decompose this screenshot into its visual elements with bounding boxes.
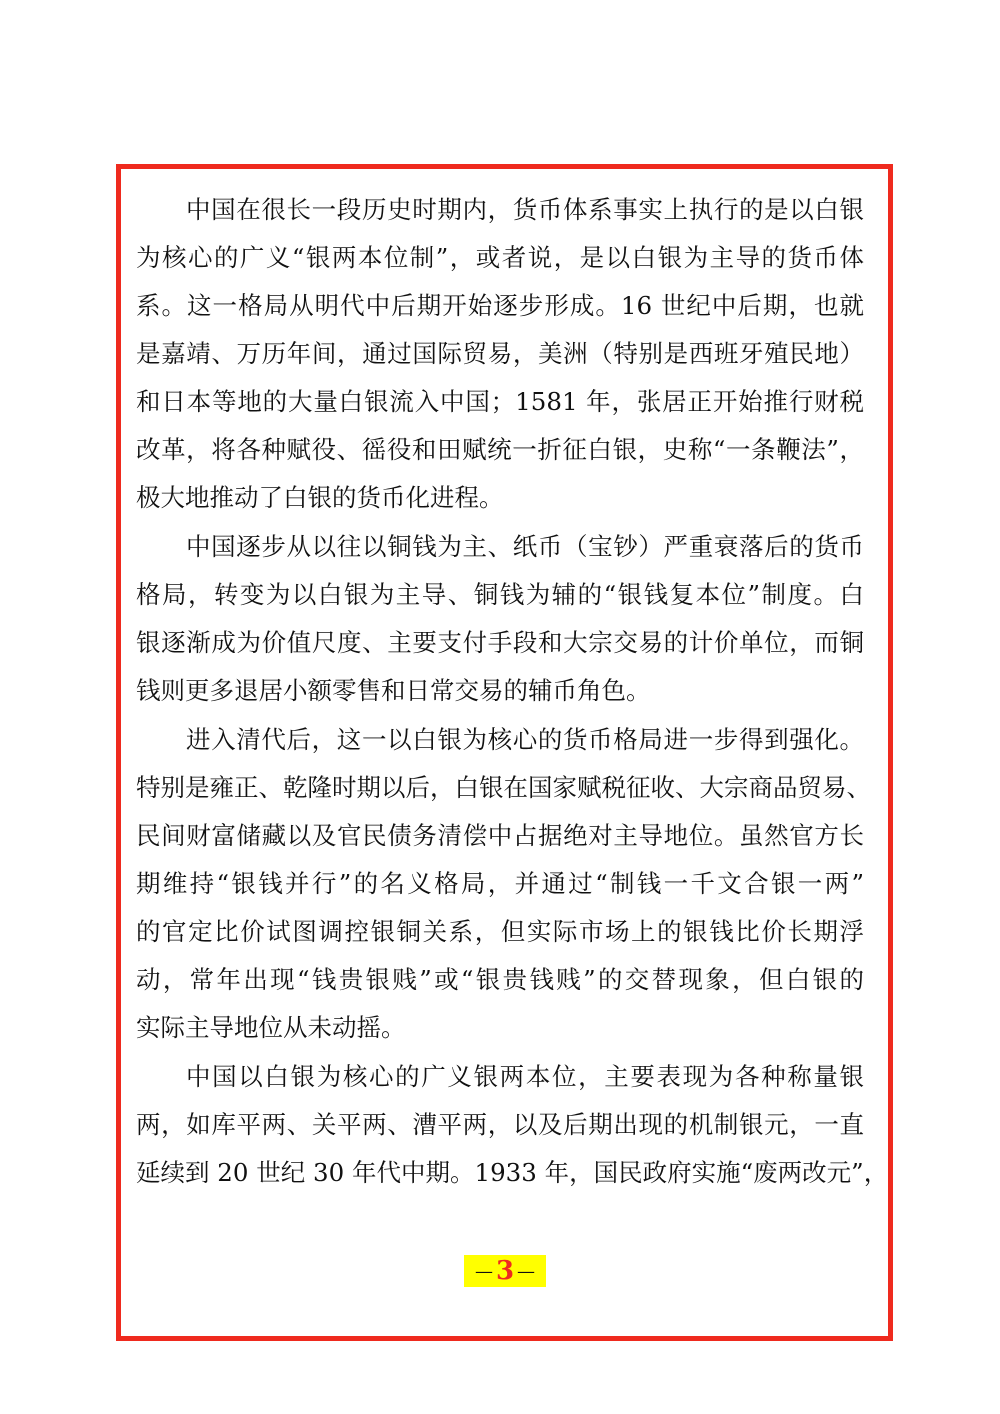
paragraph-2-line-1: 中国逐步从以往以铜钱为主、纸币（宝钞）严重衰落后的货币 bbox=[186, 532, 864, 561]
paragraph-1-line-4: 是嘉靖、万历年间，通过国际贸易，美洲（特别是西班牙殖民地） bbox=[136, 339, 864, 368]
paragraph-3-line-7: 实际主导地位从未动摇。 bbox=[136, 1013, 406, 1042]
page-number-dash-left: — bbox=[474, 1260, 493, 1282]
paragraph-4-line-1: 中国以白银为核心的广义银两本位，主要表现为各种称量银 bbox=[186, 1062, 864, 1091]
paragraph-1-line-5: 和日本等地的大量白银流入中国；1581 年，张居正开始推行财税 bbox=[136, 387, 864, 416]
paragraph-2-line-3: 银逐渐成为价值尺度、主要支付手段和大宗交易的计价单位，而铜 bbox=[136, 628, 864, 657]
paragraph-1-line-6: 改革，将各种赋役、徭役和田赋统一折征白银，史称“一条鞭法”， bbox=[136, 435, 864, 464]
paragraph-4-line-2: 两，如库平两、关平两、漕平两，以及后期出现的机制银元，一直 bbox=[136, 1110, 864, 1139]
paragraph-1-line-3: 系。这一格局从明代中后期开始逐步形成。16 世纪中后期，也就 bbox=[136, 291, 864, 320]
paragraph-4-line-3: 延续到 20 世纪 30 年代中期。1933 年，国民政府实施“废两改元”， bbox=[136, 1158, 889, 1187]
paragraph-2-line-4: 钱则更多退居小额零售和日常交易的辅币角色。 bbox=[136, 676, 651, 705]
paragraph-1-line-1: 中国在很长一段历史时期内，货币体系事实上执行的是以白银 bbox=[186, 195, 864, 224]
paragraph-3-line-2: 特别是雍正、乾隆时期以后，白银在国家赋税征收、大宗商品贸易、 bbox=[136, 773, 871, 802]
paragraph-3-line-4: 期维持“银钱并行”的名义格局，并通过“制钱一千文合银一两” bbox=[136, 869, 864, 898]
page-number-dash-right: — bbox=[517, 1260, 536, 1282]
page-number-value: 3 bbox=[495, 1256, 515, 1286]
paragraph-3-line-6: 动，常年出现“钱贵银贱”或“银贵钱贱”的交替现象，但白银的 bbox=[136, 965, 864, 994]
paragraph-3-line-3: 民间财富储藏以及官民债务清偿中占据绝对主导地位。虽然官方长 bbox=[136, 821, 864, 850]
page-number bbox=[464, 1255, 546, 1287]
paragraph-1-line-7: 极大地推动了白银的货币化进程。 bbox=[136, 483, 504, 512]
paragraph-2-line-2: 格局，转变为以白银为主导、铜钱为辅的“银钱复本位”制度。白 bbox=[136, 580, 864, 609]
paragraph-3-line-5: 的官定比价试图调控银铜关系，但实际市场上的银钱比价长期浮 bbox=[136, 917, 864, 946]
paragraph-3-line-1: 进入清代后，这一以白银为核心的货币格局进一步得到强化。 bbox=[186, 725, 864, 754]
paragraph-1-line-2: 为核心的广义“银两本位制”，或者说，是以白银为主导的货币体 bbox=[136, 243, 864, 272]
